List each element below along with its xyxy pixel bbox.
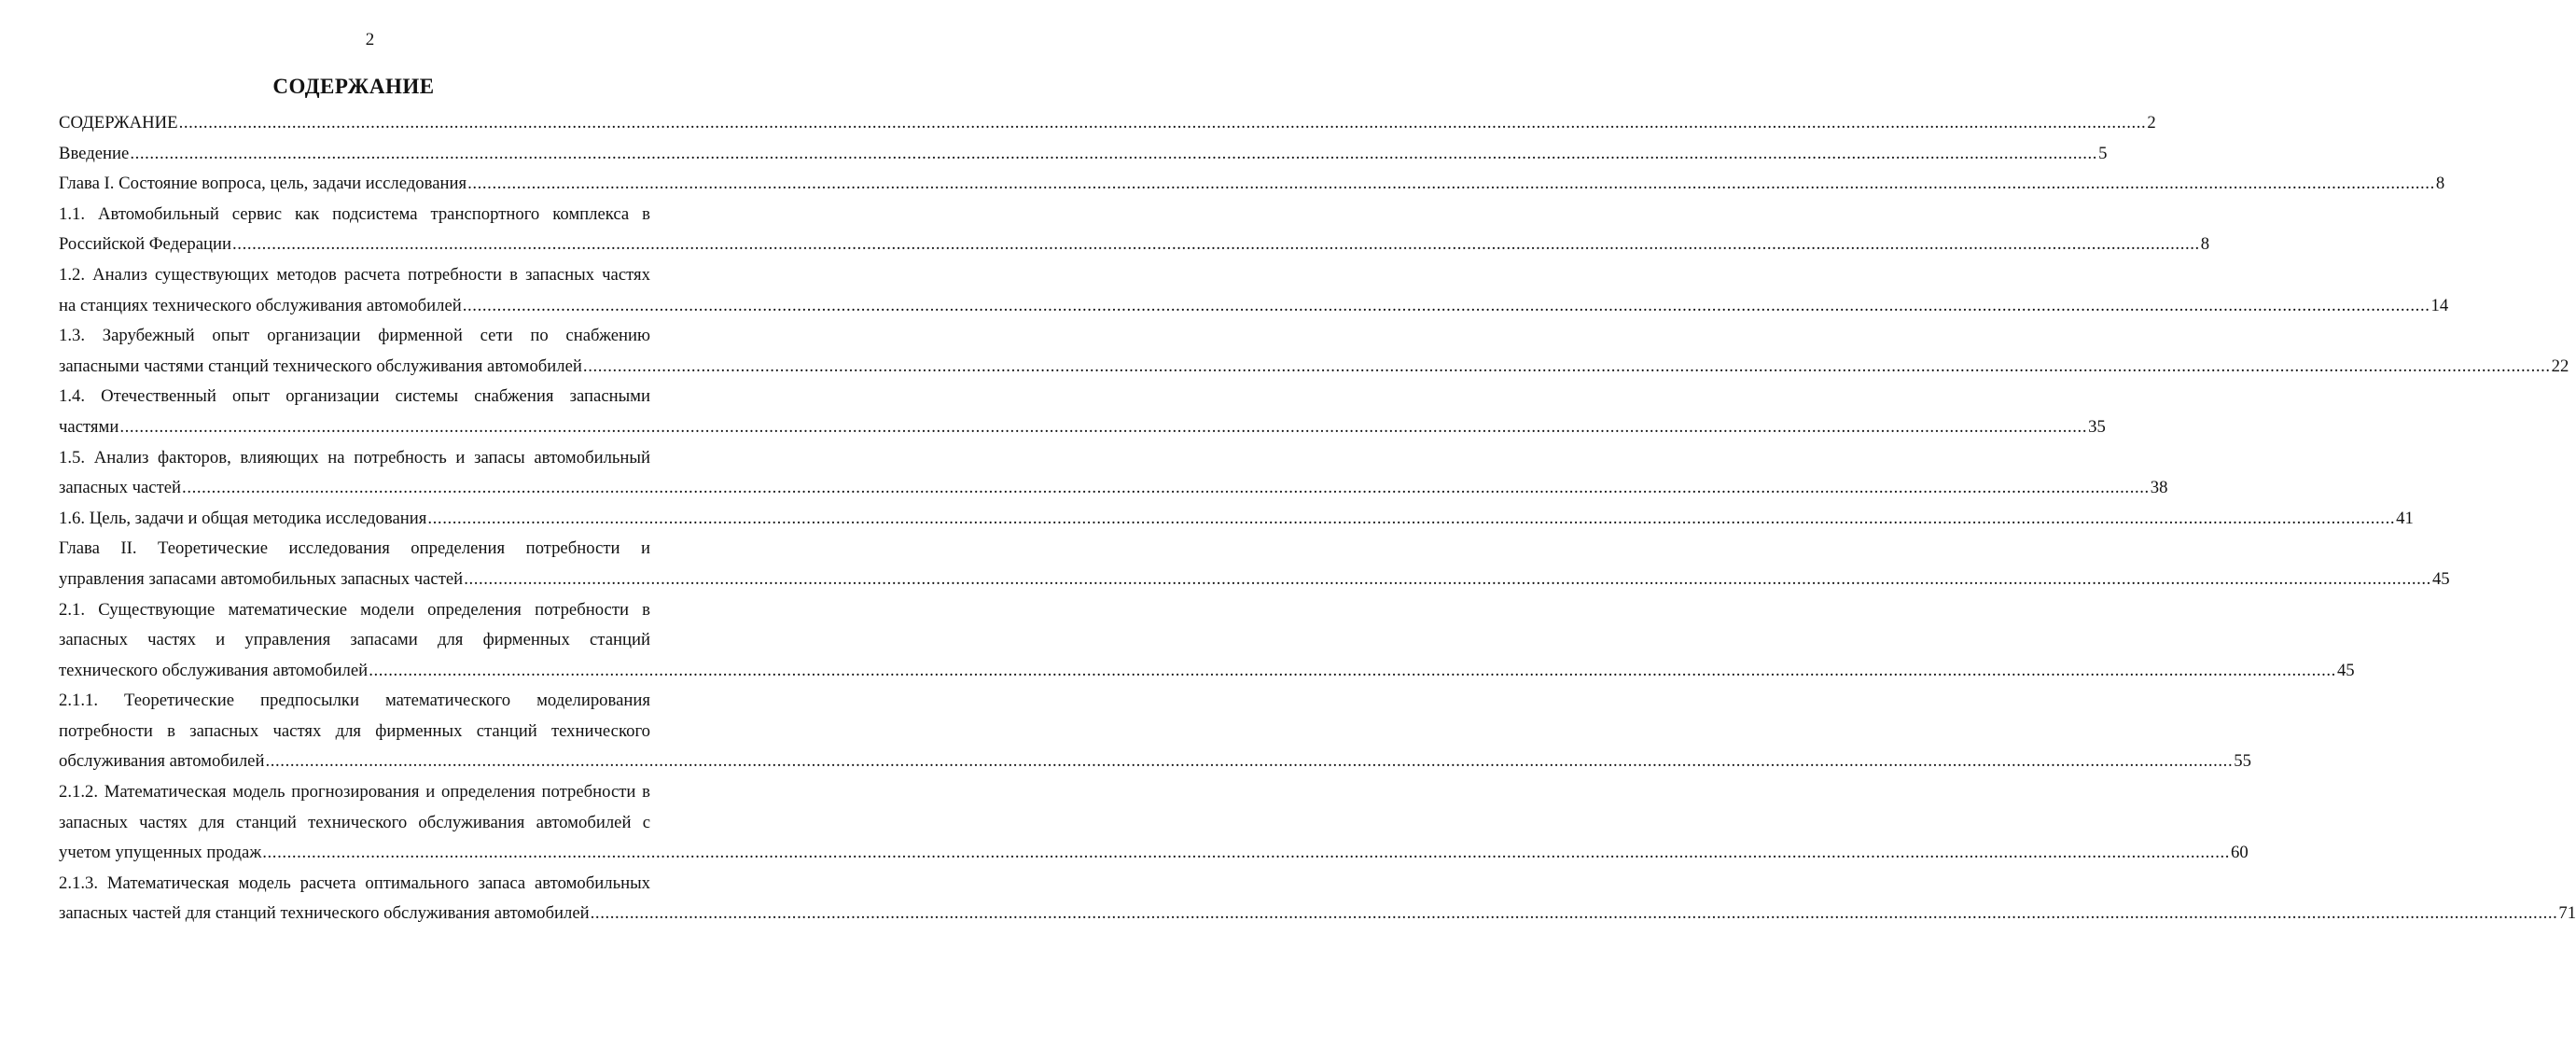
toc-entry-last-line (59, 291, 2449, 322)
toc-entry-last-line (59, 473, 2168, 504)
toc-entry-last-line (59, 412, 2106, 443)
toc-entry-last-line (59, 139, 2108, 170)
dot-leader: ................................................................................................................................................................................................................................................................................................................................................................................................................ (182, 478, 2150, 498)
dot-leader: ................................................................................................................................................................................................................................................................................................................................................................................................................ (265, 751, 2234, 772)
toc-entry[interactable] (59, 504, 2414, 535)
toc-entry-text: Введение (59, 143, 130, 163)
dot-leader: ................................................................................................................................................................................................................................................................................................................................................................................................................ (590, 903, 2558, 924)
toc-page-number: 45 (2336, 660, 2355, 680)
toc-entry-text: потребности в запасных частях для фирменных станций технического (59, 720, 650, 741)
toc-entry[interactable] (59, 777, 2249, 869)
toc-entry-text: 1.4. Отечественный опыт организации системы снабжения запасными (59, 386, 650, 407)
page-number: 2 (365, 30, 375, 49)
toc-page-number: 5 (2098, 143, 2108, 163)
toc-entry-text: запасными частями станций технического обслуживания автомобилей (59, 356, 582, 376)
toc-page-number: 14 (2430, 295, 2449, 315)
toc-entry[interactable] (59, 139, 2108, 170)
toc-entry-last-line (59, 747, 2251, 777)
dot-leader: ................................................................................................................................................................................................................................................................................................................................................................................................................ (130, 143, 2098, 163)
toc-entry-text: на станциях технического обслуживания автомобилей (59, 295, 462, 315)
dot-leader: ................................................................................................................................................................................................................................................................................................................................................................................................................ (178, 113, 2147, 133)
toc-entry-text: запасных частей (59, 478, 182, 498)
toc-entry-text: СОДЕРЖАНИЕ (59, 113, 178, 133)
toc-page-number: 8 (2200, 234, 2210, 255)
toc-entry-text: частями (59, 416, 119, 437)
toc-entry-text: Глава II. Теоретические исследования определения потребности и (59, 538, 650, 559)
toc-entry-text: Российской Федерации (59, 234, 232, 255)
toc-page-number: 71 (2558, 903, 2576, 924)
toc-entry-text: обслуживания автомобилей (59, 751, 265, 772)
toc-entry-last-line (59, 504, 2414, 535)
toc-entry-text: 1.2. Анализ существующих методов расчета потребности в запасных частях (59, 264, 650, 285)
toc-entry-text: учетом упущенных продаж (59, 843, 262, 863)
toc-entry-text: 2.1.2. Математическая модель прогнозирования и определения потребности в (59, 782, 650, 803)
toc-entry[interactable] (59, 595, 2355, 687)
dot-leader: ................................................................................................................................................................................................................................................................................................................................................................................................................ (462, 295, 2430, 315)
toc-entry[interactable] (59, 534, 2450, 594)
toc-page-number: 41 (2396, 508, 2414, 528)
toc-entry[interactable] (59, 443, 2168, 504)
toc-entry-last-line (59, 899, 2576, 929)
dot-leader: ................................................................................................................................................................................................................................................................................................................................................................................................................ (467, 174, 2435, 194)
toc-entry-last-line (59, 108, 2156, 139)
toc-entry-last-line (59, 838, 2249, 869)
toc-entry-text: управления запасами автомобильных запасных частей (59, 568, 464, 589)
dot-leader: ................................................................................................................................................................................................................................................................................................................................................................................................................ (369, 660, 2336, 680)
toc-page-number: 22 (2551, 356, 2569, 376)
toc-entry-text: 2.1. Существующие математические модели определения потребности в (59, 599, 650, 620)
toc-entry[interactable] (59, 108, 2156, 139)
toc-entry-text: 1.3. Зарубежный опыт организации фирменной сети по снабжению (59, 326, 650, 346)
toc-entry-text: 1.5. Анализ факторов, влияющих на потребность и запасы автомобильный (59, 447, 650, 468)
toc-entry-text: 2.1.1. Теоретические предпосылки математического моделирования (59, 691, 650, 711)
toc-entry-text: Глава I. Состояние вопроса, цель, задачи исследования (59, 174, 467, 194)
toc-page-number: 45 (2431, 568, 2450, 589)
page-title: СОДЕРЖАНИЕ (272, 75, 435, 98)
toc-entry[interactable] (59, 686, 2251, 777)
dot-leader: ................................................................................................................................................................................................................................................................................................................................................................................................................ (262, 843, 2231, 863)
toc-entry[interactable] (59, 321, 2569, 382)
toc-entry-text: 2.1.3. Математическая модель расчета оптимального запаса автомобильных (59, 872, 650, 893)
toc-entry-last-line (59, 565, 2450, 595)
toc-page-number: 8 (2435, 174, 2445, 194)
toc-entry-last-line (59, 169, 2445, 200)
dot-leader: ................................................................................................................................................................................................................................................................................................................................................................................................................ (582, 356, 2551, 376)
toc-page-number: 2 (2147, 113, 2156, 133)
toc-page-number: 55 (2234, 751, 2251, 772)
table-of-contents (59, 108, 2576, 929)
toc-page-number: 38 (2150, 478, 2168, 498)
toc-entry-last-line (59, 230, 2210, 260)
toc-entry-text: технического обслуживания автомобилей (59, 660, 369, 680)
toc-entry[interactable] (59, 200, 2210, 260)
dot-leader: ................................................................................................................................................................................................................................................................................................................................................................................................................ (119, 416, 2088, 437)
toc-entry-text: 1.1. Автомобильный сервис как подсистема транспортного комплекса в (59, 203, 650, 224)
toc-entry-text: запасных частях и управления запасами для фирменных станций (59, 630, 650, 650)
dot-leader: ................................................................................................................................................................................................................................................................................................................................................................................................................ (427, 508, 2396, 528)
toc-page-number: 35 (2088, 416, 2106, 437)
toc-entry[interactable] (59, 169, 2445, 200)
dot-leader: ................................................................................................................................................................................................................................................................................................................................................................................................................ (464, 568, 2431, 589)
toc-page-number: 60 (2231, 843, 2249, 863)
toc-entry[interactable] (59, 869, 2576, 929)
dot-leader: ................................................................................................................................................................................................................................................................................................................................................................................................................ (232, 234, 2200, 255)
toc-entry[interactable] (59, 382, 2106, 442)
toc-entry[interactable] (59, 260, 2449, 321)
toc-entry-text: запасных частях для станций технического обслуживания автомобилей с (59, 812, 650, 832)
toc-entry-text: запасных частей для станций технического обслуживания автомобилей (59, 903, 590, 924)
toc-entry-last-line (59, 352, 2569, 383)
toc-entry-last-line (59, 656, 2355, 687)
toc-entry-text: 1.6. Цель, задачи и общая методика исследования (59, 508, 427, 528)
